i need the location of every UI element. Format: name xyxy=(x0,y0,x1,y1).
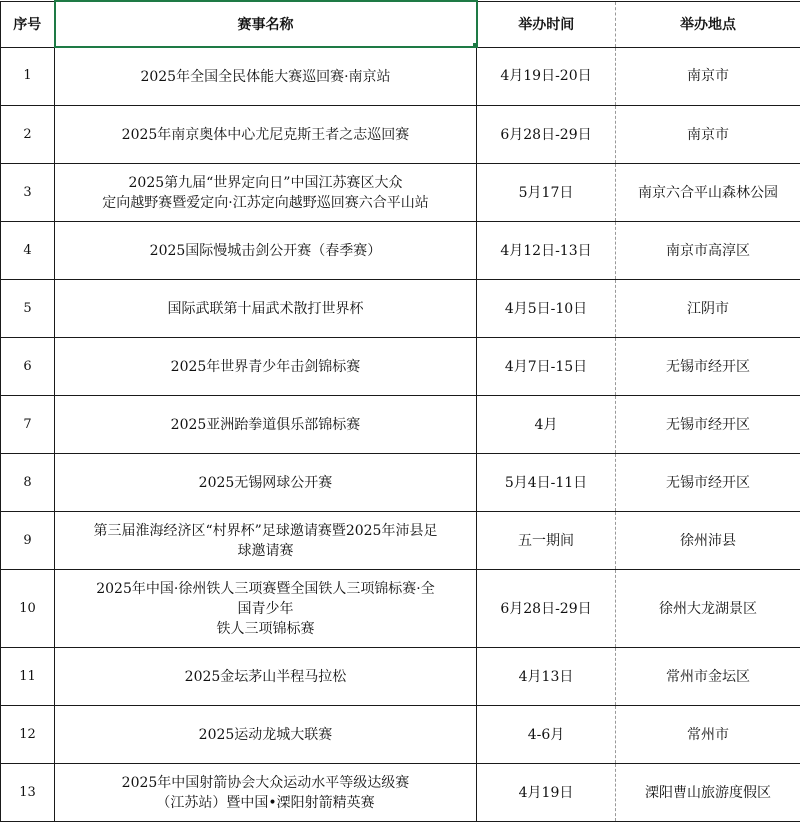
cell-location[interactable]: 南京市高淳区 xyxy=(616,222,800,280)
cell-time[interactable]: 5月4日-11日 xyxy=(477,454,616,512)
cell-time[interactable]: 6月28日-29日 xyxy=(477,570,616,648)
cell-name[interactable] xyxy=(55,512,477,570)
cell-time[interactable]: 5月17日 xyxy=(477,164,616,222)
cell-name-line: 第三届淮海经济区“村界杯”足球邀请赛暨2025年沛县足 xyxy=(59,521,472,541)
cell-location[interactable]: 无锡市经开区 xyxy=(616,454,800,512)
cell-index[interactable]: 11 xyxy=(1,648,55,706)
cell-name[interactable] xyxy=(55,164,477,222)
cell-index[interactable]: 8 xyxy=(1,454,55,512)
cell-name-line: 2025金坛茅山半程马拉松 xyxy=(59,667,472,687)
table-row xyxy=(1,280,800,338)
cell-location[interactable]: 南京市 xyxy=(616,106,800,164)
cell-name-line: 2025年全国全民体能大赛巡回赛·南京站 xyxy=(59,67,472,87)
cell-index[interactable]: 2 xyxy=(1,106,55,164)
header-index[interactable]: 序号 xyxy=(1,1,55,47)
cell-location[interactable]: 南京市 xyxy=(616,47,800,106)
cell-name[interactable] xyxy=(55,222,477,280)
header-time[interactable]: 举办时间 xyxy=(477,1,616,47)
cell-name[interactable] xyxy=(55,454,477,512)
cell-time[interactable]: 五一期间 xyxy=(477,512,616,570)
cell-location[interactable]: 无锡市经开区 xyxy=(616,338,800,396)
table-row xyxy=(1,454,800,512)
cell-name-line: 定向越野赛暨爱定向·江苏定向越野巡回赛六合平山站 xyxy=(59,193,472,213)
cell-time[interactable]: 4月 xyxy=(477,396,616,454)
cell-location[interactable]: 徐州大龙湖景区 xyxy=(616,570,800,648)
cell-time[interactable]: 4月19日 xyxy=(477,764,616,822)
cell-name[interactable] xyxy=(55,570,477,648)
cell-name-line: 2025运动龙城大联赛 xyxy=(59,725,472,745)
cell-location[interactable]: 常州市金坛区 xyxy=(616,648,800,706)
table-row xyxy=(1,648,800,706)
table-row xyxy=(1,764,800,822)
table-row xyxy=(1,164,800,222)
cell-index[interactable]: 3 xyxy=(1,164,55,222)
cell-index[interactable]: 7 xyxy=(1,396,55,454)
header-row xyxy=(1,1,800,47)
cell-name-line: 2025年中国·徐州铁人三项赛暨全国铁人三项锦标赛·全 xyxy=(59,579,472,599)
cell-name-line: 2025无锡网球公开赛 xyxy=(59,473,472,493)
cell-name[interactable] xyxy=(55,706,477,764)
table-row xyxy=(1,396,800,454)
cell-name[interactable] xyxy=(55,280,477,338)
cell-name[interactable] xyxy=(55,648,477,706)
cell-time[interactable]: 4月5日-10日 xyxy=(477,280,616,338)
cell-index[interactable]: 1 xyxy=(1,47,55,106)
cell-name-line: （江苏站）暨中国•溧阳射箭精英赛 xyxy=(59,793,472,813)
cell-name[interactable] xyxy=(55,396,477,454)
header-location[interactable]: 举办地点 xyxy=(616,1,800,47)
cell-name-line: 2025第九届“世界定向日”中国江苏赛区大众 xyxy=(59,173,472,193)
cell-index[interactable]: 5 xyxy=(1,280,55,338)
cell-index[interactable]: 6 xyxy=(1,338,55,396)
fill-handle[interactable] xyxy=(472,42,477,47)
cell-location[interactable]: 徐州沛县 xyxy=(616,512,800,570)
cell-time[interactable]: 4月13日 xyxy=(477,648,616,706)
cell-index[interactable]: 10 xyxy=(1,570,55,648)
cell-time[interactable]: 4-6月 xyxy=(477,706,616,764)
cell-index[interactable]: 13 xyxy=(1,764,55,822)
cell-name-line: 铁人三项锦标赛 xyxy=(59,619,472,639)
cell-name-line: 2025年中国射箭协会大众运动水平等级达级赛 xyxy=(59,773,472,793)
cell-index[interactable]: 12 xyxy=(1,706,55,764)
cell-time[interactable]: 4月7日-15日 xyxy=(477,338,616,396)
cell-location[interactable]: 无锡市经开区 xyxy=(616,396,800,454)
cell-time[interactable]: 4月12日-13日 xyxy=(477,222,616,280)
cell-index[interactable]: 4 xyxy=(1,222,55,280)
cell-name-line: 2025国际慢城击剑公开赛（春季赛） xyxy=(59,241,472,261)
table-row xyxy=(1,338,800,396)
cell-location[interactable]: 南京六合平山森林公园 xyxy=(616,164,800,222)
cell-name[interactable] xyxy=(55,338,477,396)
table-row xyxy=(1,706,800,764)
cell-name-line: 国青少年 xyxy=(59,599,472,619)
cell-time[interactable]: 4月19日-20日 xyxy=(477,47,616,106)
cell-index[interactable]: 9 xyxy=(1,512,55,570)
cell-location[interactable]: 溧阳曹山旅游度假区 xyxy=(616,764,800,822)
cell-name[interactable] xyxy=(55,106,477,164)
cell-location[interactable]: 常州市 xyxy=(616,706,800,764)
header-name-label: 赛事名称 xyxy=(238,17,294,33)
cell-name-line: 2025年世界青少年击剑锦标赛 xyxy=(59,357,472,377)
cell-name[interactable] xyxy=(55,764,477,822)
cell-name-line: 国际武联第十届武术散打世界杯 xyxy=(59,299,472,319)
table-row xyxy=(1,512,800,570)
cell-name-line: 2025年南京奥体中心尤尼克斯王者之志巡回赛 xyxy=(59,125,472,145)
cell-time[interactable]: 6月28日-29日 xyxy=(477,106,616,164)
header-name-selected-cell[interactable] xyxy=(55,1,477,47)
table-row xyxy=(1,222,800,280)
table-row xyxy=(1,47,800,106)
cell-name[interactable] xyxy=(55,47,477,106)
table-row xyxy=(1,570,800,648)
table-row xyxy=(1,106,800,164)
cell-name-line: 2025亚洲跆拳道俱乐部锦标赛 xyxy=(59,415,472,435)
cell-name-line: 球邀请赛 xyxy=(59,541,472,561)
cell-location[interactable]: 江阴市 xyxy=(616,280,800,338)
